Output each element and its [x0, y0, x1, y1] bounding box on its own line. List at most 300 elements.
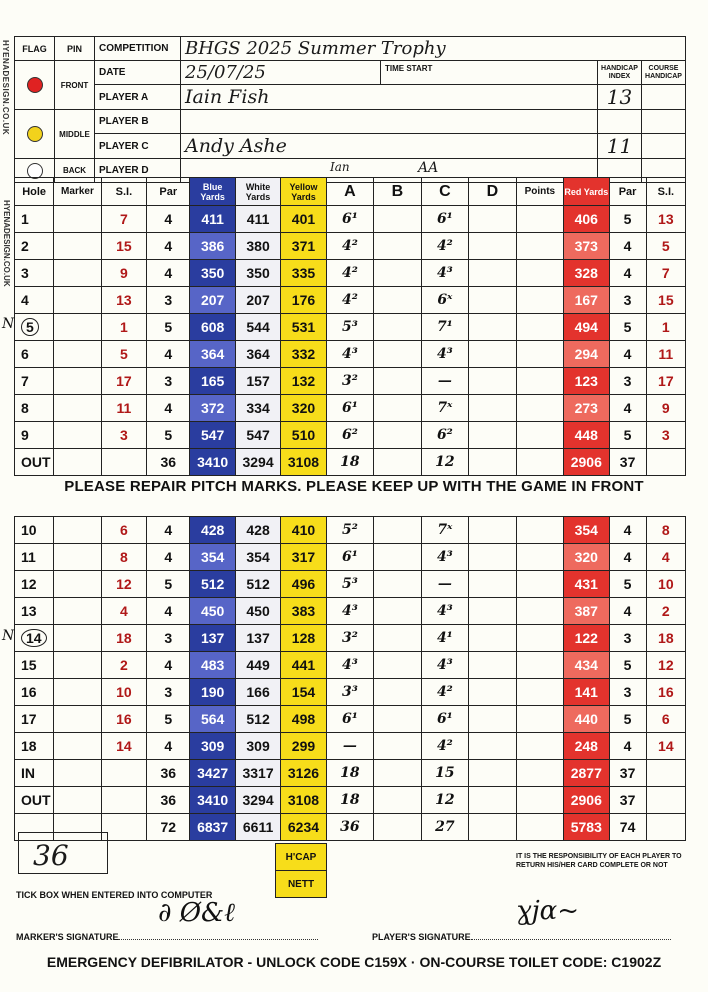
yellow-yards: 320 [281, 395, 326, 422]
col-si: S.I. [101, 178, 146, 206]
blue-yards: 350 [190, 260, 235, 287]
red-stroke-index: 12 [646, 652, 685, 679]
marker-cell[interactable] [54, 598, 101, 625]
score-player-c[interactable]: 7ˣ [421, 517, 468, 544]
total-player-b[interactable] [374, 787, 421, 814]
red-par: 5 [609, 206, 646, 233]
score-player-a[interactable]: 6¹ [326, 395, 373, 422]
hole-number: 8 [15, 395, 54, 422]
score-player-c[interactable]: 4³ [421, 598, 468, 625]
total-player-c[interactable]: 15 [421, 760, 468, 787]
score-player-b[interactable] [374, 598, 421, 625]
blue-yards: 512 [190, 571, 235, 598]
score-player-b[interactable] [374, 544, 421, 571]
score-player-b[interactable] [374, 395, 421, 422]
yellow-yards: 332 [281, 341, 326, 368]
total-player-a[interactable]: 18 [326, 787, 373, 814]
score-player-d[interactable] [469, 287, 516, 314]
score-player-c[interactable]: 6² [421, 422, 468, 449]
score-player-d[interactable] [469, 233, 516, 260]
score-player-b[interactable] [374, 368, 421, 395]
player-c-name[interactable]: Andy Ashe [181, 134, 598, 159]
computer-entry-box[interactable] [18, 832, 108, 874]
white-yards: 166 [235, 679, 280, 706]
score-player-c[interactable]: 4² [421, 233, 468, 260]
nett-label: NETT [275, 870, 327, 898]
stroke-index: 7 [101, 206, 146, 233]
red-yards-total: 2906 [564, 787, 609, 814]
points-cell[interactable] [516, 395, 563, 422]
yellow-yards-total: 3108 [281, 787, 326, 814]
points-cell[interactable] [516, 368, 563, 395]
col-red-par: Par [609, 178, 646, 206]
red-yards: 248 [564, 733, 609, 760]
stroke-index: 4 [101, 598, 146, 625]
points-cell[interactable] [516, 733, 563, 760]
yellow-yards: 299 [281, 733, 326, 760]
score-player-a[interactable]: 4³ [326, 652, 373, 679]
marker-cell[interactable] [54, 787, 101, 814]
stroke-index: 16 [101, 706, 146, 733]
score-player-a[interactable]: 3² [326, 368, 373, 395]
total-player-b[interactable] [374, 449, 421, 476]
yellow-yards: 531 [281, 314, 326, 341]
emergency-codes: EMERGENCY DEFIBRILATOR - UNLOCK CODE C159X · ON-COURSE TOILET CODE: C1902Z [46, 954, 662, 970]
blue-yards: 411 [190, 206, 235, 233]
marker-cell[interactable] [54, 368, 101, 395]
red-stroke-index: 15 [646, 287, 685, 314]
score-player-c[interactable]: 7¹ [421, 314, 468, 341]
total-player-a[interactable]: 18 [326, 449, 373, 476]
score-player-b[interactable] [374, 571, 421, 598]
white-yards: 428 [235, 517, 280, 544]
score-player-a[interactable]: 5² [326, 517, 373, 544]
points-total[interactable] [516, 787, 563, 814]
hole-row [15, 368, 686, 395]
total-label: OUT [15, 787, 54, 814]
stroke-index: 2 [101, 652, 146, 679]
total-player-b[interactable] [374, 760, 421, 787]
hole-row [15, 314, 686, 341]
points-cell[interactable] [516, 706, 563, 733]
yellow-yards: 496 [281, 571, 326, 598]
score-player-c[interactable]: 4³ [421, 341, 468, 368]
player-b-handicap-index[interactable] [598, 110, 642, 134]
score-player-b[interactable] [374, 233, 421, 260]
hole-row [15, 260, 686, 287]
marker-cell[interactable] [54, 206, 101, 233]
points-cell[interactable] [516, 679, 563, 706]
score-player-c[interactable]: 4² [421, 679, 468, 706]
red-yards-total: 2877 [564, 760, 609, 787]
score-player-d[interactable] [469, 652, 516, 679]
red-stroke-index: 16 [646, 679, 685, 706]
col-b: B [374, 178, 421, 206]
marker-cell[interactable] [54, 571, 101, 598]
blue-yards: 608 [190, 314, 235, 341]
score-player-a[interactable]: 5³ [326, 571, 373, 598]
score-player-d[interactable] [469, 571, 516, 598]
yellow-yards: 498 [281, 706, 326, 733]
yellow-yards: 176 [281, 287, 326, 314]
red-par: 4 [609, 341, 646, 368]
tick-box-note: TICK BOX WHEN ENTERED INTO COMPUTER [16, 890, 213, 900]
back-nine-table [14, 516, 686, 841]
hole-row [15, 341, 686, 368]
marker-cell[interactable] [54, 287, 101, 314]
score-player-c[interactable]: — [421, 571, 468, 598]
score-player-c[interactable]: 4³ [421, 260, 468, 287]
points-cell[interactable] [516, 341, 563, 368]
red-stroke-index: 14 [646, 733, 685, 760]
red-yards: 494 [564, 314, 609, 341]
marker-cell[interactable] [54, 422, 101, 449]
score-player-d[interactable] [469, 733, 516, 760]
si-blank [101, 449, 146, 476]
red-stroke-index: 2 [646, 598, 685, 625]
flag-label: FLAG [15, 37, 55, 61]
hole-number: 9 [15, 422, 54, 449]
red-par: 3 [609, 287, 646, 314]
red-stroke-index: 6 [646, 706, 685, 733]
score-player-a[interactable]: 4² [326, 260, 373, 287]
points-total[interactable] [516, 760, 563, 787]
hole-number: 17 [15, 706, 54, 733]
stroke-index: 3 [101, 422, 146, 449]
red-par: 4 [609, 260, 646, 287]
score-player-b[interactable] [374, 625, 421, 652]
col-c: C [421, 178, 468, 206]
player-a-label: PLAYER A [95, 85, 181, 110]
score-player-b[interactable] [374, 652, 421, 679]
score-player-d[interactable] [469, 341, 516, 368]
stroke-index: 14 [101, 733, 146, 760]
red-stroke-index: 4 [646, 544, 685, 571]
marker-cell[interactable] [54, 760, 101, 787]
si-blank [101, 760, 146, 787]
total-row [15, 760, 686, 787]
blue-yards: 190 [190, 679, 235, 706]
hole-row [15, 706, 686, 733]
hole-row [15, 233, 686, 260]
score-player-a[interactable]: 3² [326, 625, 373, 652]
score-player-a[interactable]: — [326, 733, 373, 760]
score-player-a[interactable]: 3³ [326, 679, 373, 706]
front-label: FRONT [55, 61, 95, 110]
points-total[interactable] [516, 449, 563, 476]
total-row [15, 449, 686, 476]
total-player-c[interactable]: 12 [421, 787, 468, 814]
hole-number: 4 [15, 287, 54, 314]
score-player-c[interactable]: 4³ [421, 544, 468, 571]
white-yards: 364 [235, 341, 280, 368]
par: 4 [147, 652, 190, 679]
marker-cell[interactable] [54, 395, 101, 422]
score-player-d[interactable] [469, 260, 516, 287]
marker-cell[interactable] [54, 652, 101, 679]
score-player-d[interactable] [469, 368, 516, 395]
red-yards: 294 [564, 341, 609, 368]
score-player-c[interactable]: 7ˣ [421, 395, 468, 422]
white-yards: 309 [235, 733, 280, 760]
hole-number: 1 [15, 206, 54, 233]
blue-yards: 564 [190, 706, 235, 733]
hole-row [15, 733, 686, 760]
points-cell[interactable] [516, 544, 563, 571]
yellow-yards-total: 3108 [281, 449, 326, 476]
score-player-c[interactable]: 6¹ [421, 706, 468, 733]
points-cell[interactable] [516, 260, 563, 287]
score-player-a[interactable]: 4² [326, 233, 373, 260]
score-player-a[interactable]: 6¹ [326, 206, 373, 233]
stroke-index: 18 [101, 625, 146, 652]
competition-value[interactable]: BHGS 2025 Summer Trophy [181, 37, 686, 61]
red-stroke-index: 1 [646, 314, 685, 341]
score-player-c[interactable]: 6¹ [421, 206, 468, 233]
marker-cell[interactable] [54, 625, 101, 652]
blue-yards: 354 [190, 544, 235, 571]
player-c-label: PLAYER C [95, 134, 181, 159]
yellow-yards: 510 [281, 422, 326, 449]
score-player-d[interactable] [469, 206, 516, 233]
red-si-blank [646, 449, 685, 476]
blue-yards: 428 [190, 517, 235, 544]
player-c-course-handicap[interactable] [642, 134, 686, 159]
blue-yards: 450 [190, 598, 235, 625]
notice-banner: PLEASE REPAIR PITCH MARKS. PLEASE KEEP UP WITH THE GAME IN FRONT [64, 478, 644, 495]
marker-cell[interactable] [54, 341, 101, 368]
marker-signature-line[interactable] [16, 932, 318, 942]
score-player-c[interactable]: 4³ [421, 652, 468, 679]
score-player-b[interactable] [374, 260, 421, 287]
score-player-c[interactable]: 6ˣ [421, 287, 468, 314]
col-par: Par [147, 178, 190, 206]
date-value[interactable]: 25/07/25 [181, 61, 381, 85]
player-signature-label: PLAYER'S SIGNATURE [372, 932, 471, 942]
par: 3 [147, 368, 190, 395]
score-player-c[interactable]: 4² [421, 733, 468, 760]
points-cell[interactable] [516, 625, 563, 652]
hcap-label: H'CAP [275, 843, 327, 871]
col-blue: Blue Yards [190, 178, 235, 206]
hole-row [15, 395, 686, 422]
red-si-blank [646, 814, 685, 841]
marker-cell[interactable] [54, 733, 101, 760]
score-player-d[interactable] [469, 544, 516, 571]
score-player-b[interactable] [374, 706, 421, 733]
red-par: 4 [609, 517, 646, 544]
hole-row [15, 206, 686, 233]
score-player-a[interactable]: 6¹ [326, 706, 373, 733]
total-player-a[interactable]: 36 [326, 814, 373, 841]
marker-cell[interactable] [54, 260, 101, 287]
player-b-name[interactable] [181, 110, 598, 134]
yellow-yards: 410 [281, 517, 326, 544]
marker-signature-scrawl: ∂ Ø&ℓ [158, 898, 235, 928]
stroke-index: 11 [101, 395, 146, 422]
red-si-blank [646, 760, 685, 787]
red-par: 4 [609, 544, 646, 571]
blue-yards: 165 [190, 368, 235, 395]
white-yards: 544 [235, 314, 280, 341]
red-par: 5 [609, 571, 646, 598]
blue-yards: 483 [190, 652, 235, 679]
yellow-yards: 335 [281, 260, 326, 287]
score-player-d[interactable] [469, 395, 516, 422]
hole-number: 15 [15, 652, 54, 679]
score-player-b[interactable] [374, 341, 421, 368]
par: 4 [147, 260, 190, 287]
red-yards: 431 [564, 571, 609, 598]
stroke-index: 13 [101, 287, 146, 314]
score-player-a[interactable]: 6¹ [326, 544, 373, 571]
hole-number: 11 [15, 544, 54, 571]
points-cell[interactable] [516, 598, 563, 625]
points-cell[interactable] [516, 206, 563, 233]
hole-row [15, 652, 686, 679]
col-a: A [326, 178, 373, 206]
player-b-course-handicap[interactable] [642, 110, 686, 134]
red-yards: 141 [564, 679, 609, 706]
score-player-d[interactable] [469, 598, 516, 625]
player-c-handicap-index[interactable]: 11 [598, 134, 642, 159]
score-player-a[interactable]: 4³ [326, 598, 373, 625]
blue-yards: 364 [190, 341, 235, 368]
player-a-name[interactable]: Iain Fish [181, 85, 598, 110]
score-player-a[interactable]: 6² [326, 422, 373, 449]
red-par: 4 [609, 733, 646, 760]
par: 4 [147, 598, 190, 625]
score-player-c[interactable]: — [421, 368, 468, 395]
total-player-d[interactable] [469, 760, 516, 787]
white-yards: 157 [235, 368, 280, 395]
white-yards: 450 [235, 598, 280, 625]
score-player-b[interactable] [374, 287, 421, 314]
total-player-d[interactable] [469, 814, 516, 841]
score-player-c[interactable]: 4¹ [421, 625, 468, 652]
red-yards-total: 5783 [564, 814, 609, 841]
red-yards: 406 [564, 206, 609, 233]
red-par: 3 [609, 679, 646, 706]
score-player-b[interactable] [374, 517, 421, 544]
par: 4 [147, 206, 190, 233]
marker-cell[interactable] [54, 544, 101, 571]
points-cell[interactable] [516, 287, 563, 314]
total-row [15, 814, 686, 841]
red-yards: 167 [564, 287, 609, 314]
score-player-d[interactable] [469, 422, 516, 449]
score-player-d[interactable] [469, 625, 516, 652]
blue-yards: 309 [190, 733, 235, 760]
points-cell[interactable] [516, 652, 563, 679]
red-par: 4 [609, 395, 646, 422]
circled-hole: 5 [21, 318, 39, 336]
red-stroke-index: 7 [646, 260, 685, 287]
stroke-index: 8 [101, 544, 146, 571]
marker-cell[interactable] [54, 449, 101, 476]
score-player-d[interactable] [469, 314, 516, 341]
points-total[interactable] [516, 814, 563, 841]
hole-row [15, 287, 686, 314]
red-stroke-index: 9 [646, 395, 685, 422]
points-cell[interactable] [516, 517, 563, 544]
points-cell[interactable] [516, 422, 563, 449]
score-player-d[interactable] [469, 679, 516, 706]
points-cell[interactable] [516, 571, 563, 598]
red-stroke-index: 11 [646, 341, 685, 368]
responsibility-note: IT IS THE RESPONSIBILITY OF EACH PLAYER TO RETURN HIS/HER CARD COMPLETE OR NOT [516, 853, 682, 869]
player-signature-scrawl: ɣjα~ [516, 896, 579, 926]
col-d: D [469, 178, 516, 206]
score-player-b[interactable] [374, 733, 421, 760]
hole-row [15, 598, 686, 625]
red-yards: 320 [564, 544, 609, 571]
par-total: 36 [147, 449, 190, 476]
brand-text: HYENADESIGN.CO.UK [1, 40, 10, 136]
player-a-course-handicap[interactable] [642, 85, 686, 110]
marker-cell[interactable] [54, 679, 101, 706]
white-yards: 512 [235, 571, 280, 598]
si-blank [101, 787, 146, 814]
marker-cell[interactable] [54, 314, 101, 341]
marker-cell[interactable] [54, 706, 101, 733]
red-yards: 434 [564, 652, 609, 679]
red-par: 3 [609, 625, 646, 652]
score-player-d[interactable] [469, 706, 516, 733]
total-player-d[interactable] [469, 787, 516, 814]
score-player-a[interactable]: 4³ [326, 341, 373, 368]
red-par: 5 [609, 422, 646, 449]
par-total: 36 [147, 760, 190, 787]
blue-yards-total: 3410 [190, 787, 235, 814]
red-si-blank [646, 787, 685, 814]
total-label: IN [15, 760, 54, 787]
back-label: BACK [55, 159, 95, 183]
yellow-yards: 401 [281, 206, 326, 233]
par: 3 [147, 287, 190, 314]
total-player-a[interactable]: 18 [326, 760, 373, 787]
white-yards: 207 [235, 287, 280, 314]
handicap-index-label: HANDICAP INDEX [598, 61, 642, 85]
par: 3 [147, 679, 190, 706]
yellow-yards: 154 [281, 679, 326, 706]
entry-value: 36 [33, 839, 69, 872]
score-player-b[interactable] [374, 314, 421, 341]
red-yards: 273 [564, 395, 609, 422]
score-player-a[interactable]: 5³ [326, 314, 373, 341]
points-cell[interactable] [516, 314, 563, 341]
marker-cell[interactable] [54, 517, 101, 544]
score-player-b[interactable] [374, 679, 421, 706]
score-player-b[interactable] [374, 422, 421, 449]
points-cell[interactable] [516, 233, 563, 260]
score-player-d[interactable] [469, 517, 516, 544]
score-player-a[interactable]: 4² [326, 287, 373, 314]
total-player-c[interactable]: 12 [421, 449, 468, 476]
red-par: 5 [609, 314, 646, 341]
total-player-b[interactable] [374, 814, 421, 841]
par: 3 [147, 625, 190, 652]
total-player-c[interactable]: 27 [421, 814, 468, 841]
score-player-b[interactable] [374, 206, 421, 233]
course-handicap-label: COURSE HANDICAP [642, 61, 686, 85]
total-player-d[interactable] [469, 449, 516, 476]
player-a-handicap-index[interactable]: 13 [598, 85, 642, 110]
hole-number: 18 [15, 733, 54, 760]
yellow-yards-total: 6234 [281, 814, 326, 841]
player-signature-line[interactable] [372, 932, 671, 942]
marker-cell[interactable] [54, 233, 101, 260]
